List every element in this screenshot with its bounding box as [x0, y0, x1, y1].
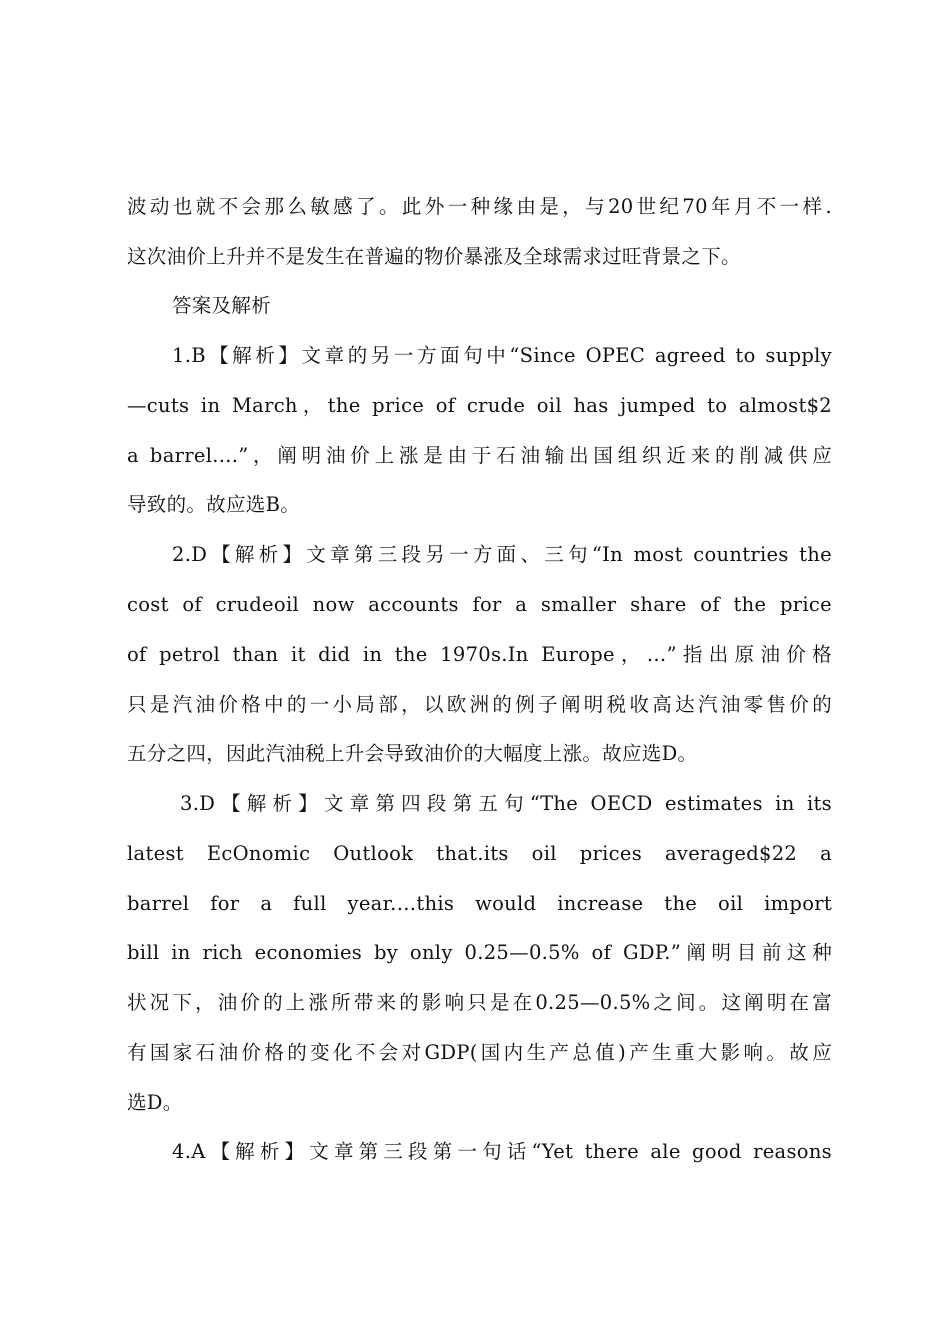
intro-line-1: 波动也就不会那么敏感了。此外一种缘由是，与20世纪70年月不一样.	[127, 195, 832, 218]
answer-2-line-5: 五分之四，因此汽油税上升会导致油价的大幅度上涨。故应选D。	[127, 742, 698, 765]
answer-1-line-3: a barrel....”，阐明油价上涨是由于石油输出国组织近来的削减供应	[127, 444, 832, 467]
answer-3-line-2: latest EcOnomic Outlook that.its oil prices averaged$22 a	[127, 842, 832, 865]
answer-3-line-7: 选D。	[127, 1091, 183, 1114]
answer-2-line-1: 2.D【解析】文章第三段另一方面、三句“In most countries the	[172, 543, 832, 566]
answer-4-line-1: 4.A【解析】文章第三段第一句话“Yet there ale good reasons	[172, 1140, 832, 1163]
answer-1-line-2: —cuts in March，the price of crude oil has jumped to almost$2	[127, 394, 832, 417]
answer-3-line-5: 状况下，油价的上涨所带来的影响只是在0.25—0.5%之间。这阐明在富	[127, 991, 832, 1014]
answer-2-line-2: cost of crudeoil now accounts for a smaller share of the price	[127, 593, 832, 616]
answer-1-line-1: 1.B【解析】文章的另一方面句中“Since OPEC agreed to supply	[172, 344, 832, 367]
answer-2-line-3: of petrol than it did in the 1970s.In Europe，…”指出原油价格	[127, 643, 832, 666]
answer-1-line-4: 导致的。故应选B。	[127, 493, 301, 516]
intro-line-2: 这次油价上升并不是发生在普遍的物价暴涨及全球需求过旺背景之下。	[127, 245, 741, 268]
answer-3-line-3: barrel for a full year.…this would increase the oil import	[127, 892, 832, 915]
answers-heading: 答案及解析	[172, 294, 272, 317]
answer-3-line-6: 有国家石油价格的变化不会对GDP(国内生产总值)产生重大影响。故应	[127, 1041, 832, 1064]
answer-3-line-1: 3.D【解析】文章第四段第五句“The OECD estimates in its	[180, 792, 832, 815]
answer-2-line-4: 只是汽油价格中的一小局部，以欧洲的例子阐明税收高达汽油零售价的	[127, 693, 832, 716]
answer-3-line-4: bill in rich economies by only 0.25—0.5% of GDP.”阐明目前这种	[127, 941, 832, 964]
